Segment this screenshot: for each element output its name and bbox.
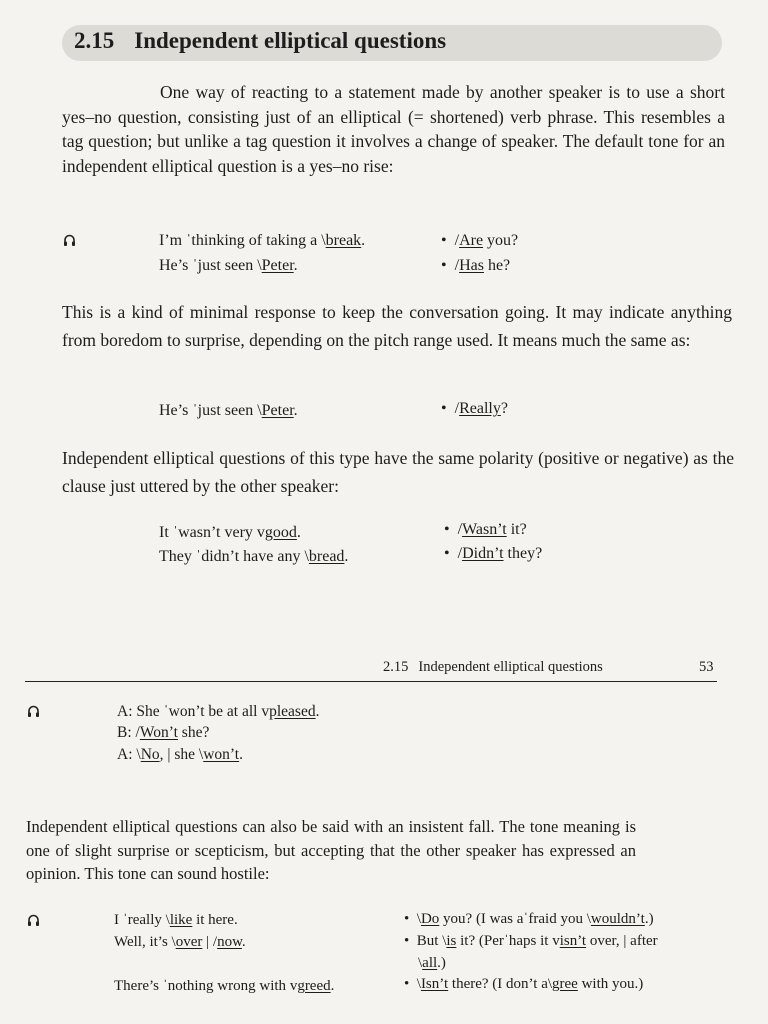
example-response: • /Has he? [441, 257, 510, 275]
dialogue-line: A: She ˈwon’t be at all vpleased. [117, 703, 320, 720]
example-response: • \Isn’t there? (I don’t a\gree with you.) [404, 976, 643, 993]
paragraph-intro: One way of reacting to a statement made by another speaker is to use a short yes–no question, consisting just of an elliptical (= shortened) verb phrase. This resembles a tag question; but unlike a tag question it involves a change of speaker. The default tone for an independent elliptical question is a yes–no rise: [62, 82, 725, 176]
example-response: • /Wasn’t it? [444, 521, 527, 539]
example-statement: There’s ˈnothing wrong with vgreed. [114, 978, 335, 994]
paragraph-polarity: Independent elliptical questions of this type have the same polarity (positive or negative) as the clause just uttered by the other speaker: [62, 448, 734, 496]
running-head-rule [25, 681, 717, 682]
headphones-icon[interactable] [27, 914, 40, 932]
headphones-icon[interactable] [27, 705, 40, 723]
section-heading [74, 28, 446, 54]
example-response: • \Do you? (I was aˈfraid you \wouldn’t.) [404, 911, 654, 928]
example-statement: He’s ˈjust seen \Peter. [159, 402, 298, 419]
example-response: • /Didn’t they? [444, 545, 542, 563]
section-title: Independent elliptical questions [134, 28, 447, 53]
paragraph-minimal-response: This is a kind of minimal response to keep the conversation going. It may indicate anything from boredom to surprise, depending on the pitch range used. It means much the same as: [62, 302, 732, 350]
example-statement: It ˈwasn’t very vgood. [159, 524, 301, 541]
section-number: 2.15 [74, 28, 115, 53]
example-statement: They ˈdidn’t have any \bread. [159, 548, 349, 565]
example-statement: He’s ˈjust seen \Peter. [159, 257, 298, 274]
example-statement: I ˈreally \like it here. [114, 912, 238, 928]
running-head: 2.15 Independent elliptical questions [383, 659, 603, 675]
page-number: 53 [699, 659, 714, 675]
dialogue-line: B: /Won’t she? [117, 724, 210, 741]
example-statement: Well, it’s \over | /now. [114, 934, 246, 950]
headphones-icon[interactable] [63, 234, 76, 252]
example-response: • But \is it? (Perˈhaps it visn’t over, | after [404, 933, 658, 950]
example-statement: I’m ˈthinking of taking a \break. [159, 232, 366, 249]
example-response: • /Really? [441, 400, 508, 418]
example-response-continuation: \all.) [418, 955, 446, 971]
example-response: • /Are you? [441, 232, 518, 250]
paragraph-insistent-fall: Independent elliptical questions can also be said with an insistent fall. The tone meaning is one of slight surprise or scepticism, but accepting that the other speaker has expressed an opinion. This tone can sound hostile: [26, 817, 636, 883]
dialogue-line: A: \No, | she \won’t. [117, 746, 243, 763]
